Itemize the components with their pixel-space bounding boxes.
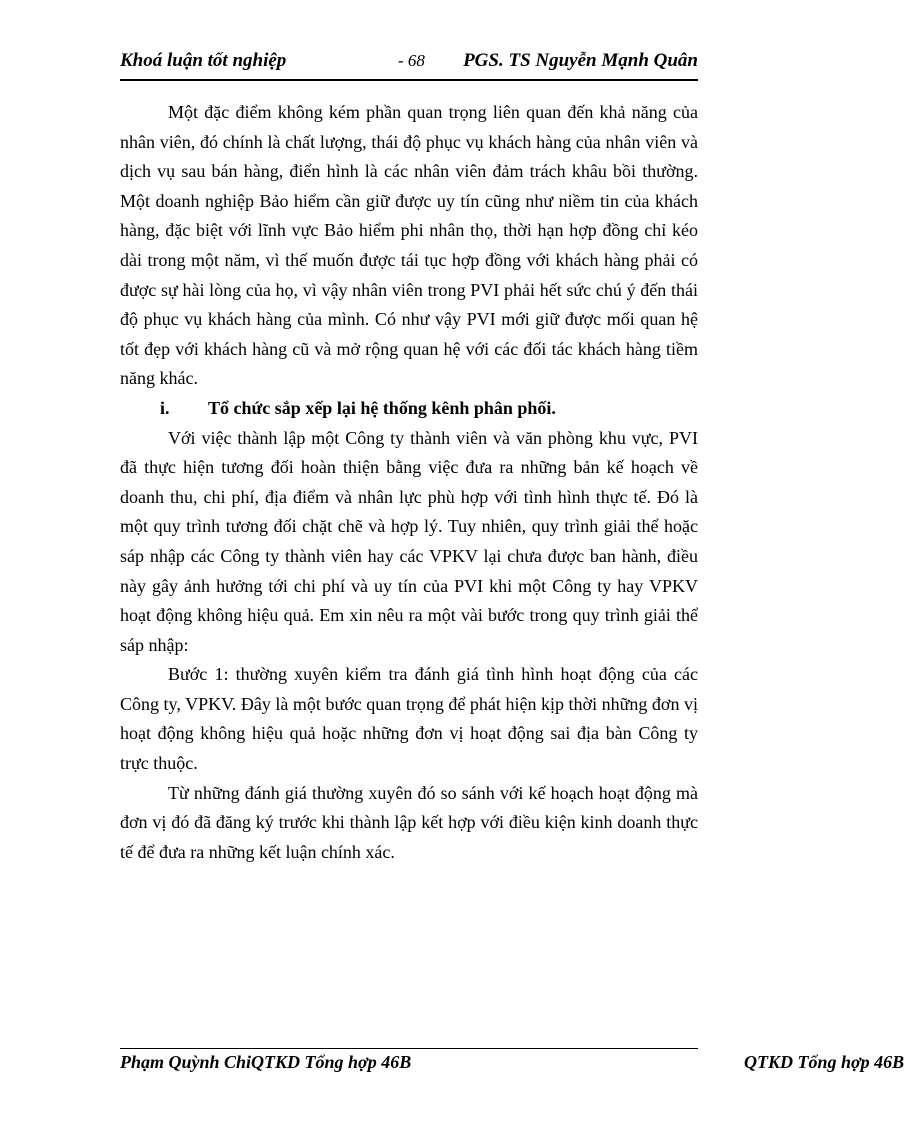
section-heading-text: Tổ chức sắp xếp lại hệ thống kênh phân phối. — [208, 397, 556, 418]
page-body — [120, 98, 698, 867]
footer-class: QTKD Tổng hợp 46B — [744, 1052, 904, 1072]
body-paragraph: Một đặc điểm không kém phần quan trọng liên quan đến khả năng của nhân viên, đó chính là chất lượng, thái độ phục vụ khách hàng của nhân viên và dịch vụ sau bán hàng, điển hình là các nhân viên đảm trách khâu bồi thường. Một doanh nghiệp Bảo hiểm cần giữ được uy tín cũng như niềm tin của khách hàng, đặc biệt với lĩnh vực Bảo hiểm phi nhân thọ, thời hạn hợp đồng chỉ kéo dài trong một năm, vì thế muốn được tái tục hợp đồng với khách hàng phải có được sự hài lòng của họ, vì vậy nhân viên trong PVI phải hết sức chú ý đến thái độ phục vụ khách hàng của mình. Có như vậy PVI mới giữ được mối quan hệ tốt đẹp với khách hàng cũ và mở rộng quan hệ với các đối tác khách hàng tiềm năng khác. — [120, 102, 698, 389]
body-paragraph: Với việc thành lập một Công ty thành viên và văn phòng khu vực, PVI đã thực hiện tương đối hoàn thiện bằng việc đưa ra những bản kế hoạch về doanh thu, chi phí, địa điểm và nhân lực phù hợp với tình hình thực tế. Đó là một quy trình tương đối chặt chẽ và hợp lý. Tuy nhiên, quy trình giải thể hoặc sáp nhập các Công ty thành viên hay các VPKV lại chưa được ban hành, điều này gây ảnh hưởng tới chi phí và uy tín của PVI khi một Công ty hay VPKV hoạt động không hiệu quả. Em xin nêu ra một vài bước trong quy trình giải thể sáp nhập: — [120, 427, 698, 655]
header-title: Khoá luận tốt nghiệp — [120, 50, 287, 71]
section-heading — [120, 394, 698, 424]
page-header — [120, 50, 698, 78]
header-divider — [120, 79, 698, 81]
section-number: i. — [160, 397, 170, 418]
footer-author: Phạm Quỳnh ChiQTKD Tổng hợp 46B — [120, 1052, 412, 1072]
header-author: PGS. TS Nguyễn Mạnh Quân — [463, 50, 698, 71]
page-number: - 68 — [398, 51, 425, 70]
body-paragraph: Bước 1: thường xuyên kiểm tra đánh giá tình hình hoạt động của các Công ty, VPKV. Đây là một bước quan trọng để phát hiện kịp thời những đơn vị hoạt động không hiệu quả hoặc những đơn vị hoạt động sai địa bàn Công ty trực thuộc. — [120, 664, 698, 774]
body-paragraph: Từ những đánh giá thường xuyên đó so sánh với kế hoạch hoạt động mà đơn vị đó đã đăng ký trước khi thành lập kết hợp với điều kiện kinh doanh thực tế để đưa ra những kết luận chính xác. — [120, 782, 698, 862]
footer-divider — [120, 1048, 698, 1049]
